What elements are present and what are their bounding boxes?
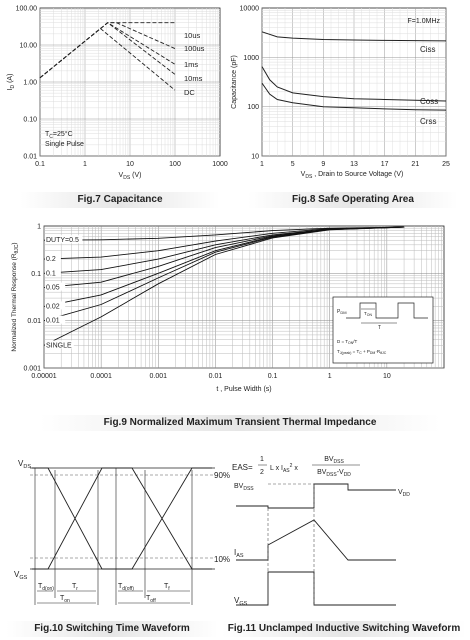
switching-waveform xyxy=(14,459,230,605)
soa-ytick: 0.01 xyxy=(23,153,37,161)
tdon-label: $T_{d(on)}$ xyxy=(38,583,54,592)
svg-text:TJ(peak) = TC + PDM·RθJC: $T_{J(peak)} = T_C + P_{DM}\cdot R_{\theta JC}$ xyxy=(337,349,387,355)
soa-series-label: 10ms xyxy=(184,74,203,83)
vdd-label: $V_{DD}$ xyxy=(398,489,410,498)
soa-series-label: DC xyxy=(184,88,195,97)
soa-tc-label: $T_C=25^\circ C$ xyxy=(45,131,73,140)
svg-text:BVDSS: $BV_{DSS}$ xyxy=(324,456,344,465)
cap-xlabel: $V_{DS}$ , Drain to Source Voltage (V) xyxy=(300,171,404,180)
soa-xtick: 10 xyxy=(126,161,134,168)
svg-text:PDM: $P_{DM}$ xyxy=(337,309,347,315)
uis-waveform xyxy=(232,456,410,607)
bvdss-waveform xyxy=(236,484,396,508)
p10-label: 10% xyxy=(214,555,231,564)
soa-ytick: 10.00 xyxy=(19,42,37,50)
fig11-caption: Fig.11 Unclamped Inductive Switching Waveform xyxy=(222,621,466,637)
soa-ytick: 100.00 xyxy=(15,5,37,13)
uis-vgs-waveform xyxy=(236,572,396,605)
cap-frequency-label: F=1.0MHz xyxy=(407,18,440,25)
thermal-xtick: 0.1 xyxy=(267,373,278,380)
eas-formula: EAS= xyxy=(232,463,253,472)
cap-xtick: 25 xyxy=(442,161,450,168)
fig10-caption: Fig.10 Switching Time Waveform xyxy=(6,621,218,637)
soa-ylabel: $I_D$ (A) xyxy=(7,73,16,91)
thermal-xtick: 0.001 xyxy=(149,373,168,380)
soa-xtick: 100 xyxy=(169,161,181,168)
thermal-series-label: 0.01 xyxy=(46,317,60,325)
cap-ylabel: Capacitance (pF) xyxy=(231,55,238,109)
soa-xtick: 0.1 xyxy=(35,161,45,168)
fig9-caption: Fig.9 Normalized Maximum Transient Thermal Impedance xyxy=(40,415,440,431)
soa-series-label: 10us xyxy=(184,31,201,40)
thermal-xtick: 0.0001 xyxy=(90,373,112,380)
thermal-xtick: 0.01 xyxy=(208,373,223,380)
tr-label: $T_r$ xyxy=(72,583,78,592)
thermal-ylabel: Normalized Thermal Response $(R_{\theta JC})$ xyxy=(11,242,20,352)
vds-waveform xyxy=(32,468,212,569)
cap-xtick: 9 xyxy=(321,161,326,168)
tf-label: $T_f$ xyxy=(164,583,170,592)
soa-ytick: 0.10 xyxy=(23,116,37,124)
soa-xtick: 1 xyxy=(83,161,87,168)
cap-ytick: 1000 xyxy=(243,54,259,62)
svg-text:1: 1 xyxy=(260,456,264,463)
soa-chart xyxy=(7,6,228,182)
bvdss-label: $BV_{DSS}$ xyxy=(234,483,254,492)
svg-text:TON: $T_{ON}$ xyxy=(364,311,372,317)
cap-xtick: 13 xyxy=(350,161,358,168)
cap-ytick: 100 xyxy=(247,104,259,112)
svg-text:D = TON/T: $D = T_{ON}/T$ xyxy=(337,339,358,345)
cap-xtick: 1 xyxy=(260,161,264,168)
thermal-xlabel: t , Pulse Width (s) xyxy=(216,386,272,393)
soa-single-pulse-label: Single Pulse xyxy=(45,141,84,148)
cap-xtick: 21 xyxy=(411,161,420,168)
fig8-caption: Fig.8 Safe Operating Area xyxy=(248,192,458,208)
fig7-caption: Fig.7 Capacitance xyxy=(20,192,220,208)
thermal-ytick: 0.1 xyxy=(31,270,41,278)
cap-xtick: 5 xyxy=(290,161,295,168)
cap-ytick: 10 xyxy=(251,153,259,161)
toff-label: $T_{off}$ xyxy=(146,595,156,604)
soa-series-label: 100us xyxy=(184,44,205,53)
thermal-series-label: 0.1 xyxy=(46,270,56,278)
cap-series-label: Crss xyxy=(420,117,437,126)
thermal-xtick: 1 xyxy=(327,373,332,380)
cap-series-label: Coss xyxy=(420,97,439,106)
soa-ytick: 1.00 xyxy=(23,79,37,87)
thermal-ytick: 1 xyxy=(37,223,41,231)
ton-label: $T_{on}$ xyxy=(60,595,70,604)
svg-text:BVDSS-VDD: $BV_{DSS}-V_{DD}$ xyxy=(317,469,351,478)
thermal-series-label: 0.05 xyxy=(46,284,60,292)
ias-waveform xyxy=(236,520,396,560)
thermal-xtick: 10 xyxy=(382,373,391,380)
cap-ytick: 10000 xyxy=(239,5,259,13)
vgs-label: $V_{GS}$ xyxy=(14,570,28,581)
thermal-series-label: SINGLE xyxy=(46,342,72,350)
p90-label: 90% xyxy=(214,471,231,480)
vds-label: $V_{DS}$ xyxy=(18,459,31,470)
thermal-inset xyxy=(333,297,433,363)
cap-series-label: Ciss xyxy=(420,45,436,54)
thermal-ytick: 0.001 xyxy=(23,365,41,373)
soa-xlabel: $V_{DS}$ (V) xyxy=(118,172,142,181)
svg-text:2: 2 xyxy=(260,469,264,476)
capacitance-chart xyxy=(231,6,450,181)
soa-series-label: 1ms xyxy=(184,60,199,69)
thermal-ytick: 0.01 xyxy=(27,318,41,326)
soa-xtick: 1000 xyxy=(212,161,228,168)
thermal-xtick: 0.00001 xyxy=(31,373,57,380)
svg-text:L x IAS2 x: L x $I_{AS}^2$ x xyxy=(270,463,298,474)
cap-xtick: 17 xyxy=(380,161,389,168)
thermal-series-label: 0.2 xyxy=(46,256,56,264)
thermal-series-label: DUTY=0.5 xyxy=(46,237,79,245)
svg-text:T: T xyxy=(378,325,382,331)
ias-label: $I_{AS}$ xyxy=(234,548,244,559)
tdoff-label: $T_{d(off)}$ xyxy=(118,583,134,592)
vgs-waveform xyxy=(32,468,212,569)
thermal-series-label: 0.02 xyxy=(46,303,60,311)
uis-vgs-label: $V_{GS}$ xyxy=(234,596,248,607)
thermal-chart xyxy=(11,224,444,394)
